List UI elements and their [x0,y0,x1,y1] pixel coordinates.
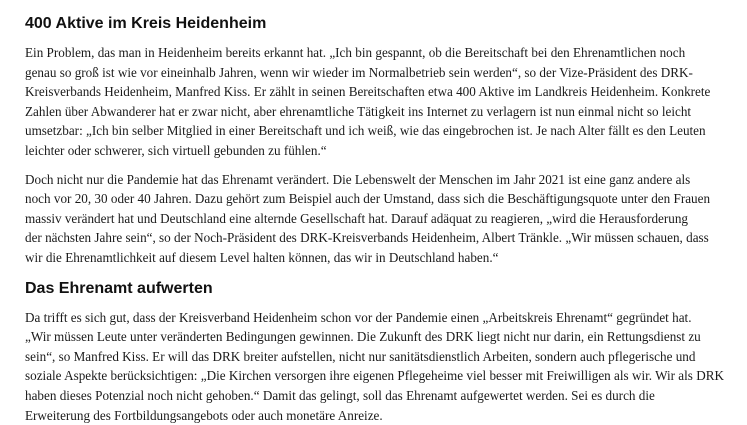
paragraph-problem [25,43,727,161]
paragraph-line: Kreisverbands Heidenheim, Manfred Kiss. Er zählt in seinen Bereitschaften etwa 400 Aktive im Landkreis Heidenheim. Konkrete [25,82,727,102]
paragraph-kreisverband [25,308,727,425]
paragraph-pandemie [25,170,727,268]
paragraph-line: leichter oder schwerer, sich virtuell gebunden zu fühlen.“ [25,141,727,161]
paragraph-line: haben dieses Potenzial noch nicht gehoben.“ Damit das gelingt, soll das Ehrenamt aufgewertet werden. Sei es durch die [25,386,727,406]
paragraph-line: soziale Aspekte berücksichtigen: „Die Kirchen versorgen ihre eigenen Pflegeheime viel besser mit Freiwilligen als wir. Wir als DRK [25,366,727,386]
paragraph-line: massiv verändert hat und Deutschland eine alternde Gesellschaft hat. Darauf adäquat zu reagieren, „wird die Herausforderung [25,209,727,229]
paragraph-line: genau so groß ist wie vor eineinhalb Jahren, wenn wir wieder im Normalbetrieb sein werden“, so der Vize-Präsident des DRK- [25,63,727,83]
paragraph-line: noch vor 20, 30 oder 40 Jahren. Dazu gehört zum Beispiel auch der Umstand, dass sich die Beschäftigungsquote unter den Frauen [25,189,727,209]
paragraph-line: Erweiterung des Fortbildungsangebots oder auch monetäre Anreize. [25,406,727,425]
paragraph-line: Ein Problem, das man in Heidenheim bereits erkannt hat. „Ich bin gespannt, ob die Bereitschaft bei den Ehrenamtlichen noch [25,43,727,63]
paragraph-line: Zahlen über Abwanderer hat er zwar nicht, aber ehrenamtliche Tätigkeit ins Internet zu verlagern ist nun einmal nicht so leicht [25,102,727,122]
paragraph-line: „Wir müssen Leute unter veränderten Bedingungen gewinnen. Die Zukunft des DRK liegt nicht nur darin, ein Rettungsdienst zu [25,327,727,347]
paragraph-line: wir die Ehrenamtlichkeit auf diesem Level halten können, das wir in Deutschland haben.“ [25,248,727,268]
section-heading-aktive: 400 Aktive im Kreis Heidenheim [25,14,747,34]
section-heading-ehrenamt: Das Ehrenamt aufwerten [25,279,747,299]
paragraph-line: Da trifft es sich gut, dass der Kreisverband Heidenheim schon vor der Pandemie einen „Arbeitskreis Ehrenamt“ gegründet hat. [25,308,727,328]
paragraph-line: Doch nicht nur die Pandemie hat das Ehrenamt verändert. Die Lebenswelt der Menschen im Jahr 2021 ist eine ganz andere als [25,170,727,190]
paragraph-line: der nächsten Jahre sein“, so der Noch-Präsident des DRK-Kreisverbands Heidenheim, Albert Tränkle. „Wir müssen schauen, dass [25,228,727,248]
paragraph-line: sein“, so Manfred Kiss. Er will das DRK breiter aufstellen, nicht nur sanitätsdienstlich Arbeiten, sondern auch pflegerische und [25,347,727,367]
paragraph-line: umsetzbar: „Ich bin selber Mitglied in einer Bereitschaft und ich weiß, wie das eingebrochen ist. Je nach Alter fällt es den Leuten [25,121,727,141]
